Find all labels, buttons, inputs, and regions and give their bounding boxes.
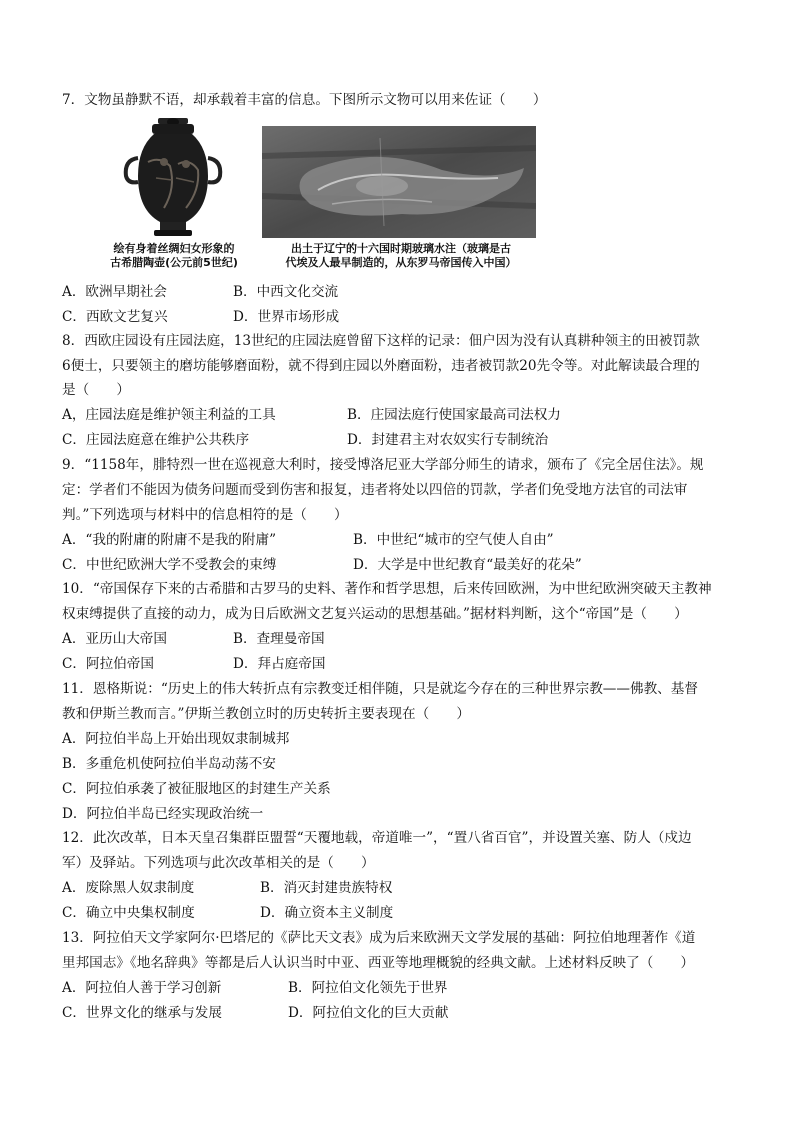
greek-vase-image <box>120 118 226 238</box>
question-10-stem-line: 10．“帝国保存下来的古希腊和古罗马的史料、著作和哲学思想，后来传回欧洲，为中世纪欧洲突破天主教神 <box>62 581 712 597</box>
question-12-stem-line: 军）及驿站。下列选项与此次改革相关的是（ ） <box>62 855 375 871</box>
q10-option-d: D．拜占庭帝国 <box>233 656 326 672</box>
question-8-stem-line: 是（ ） <box>62 382 130 398</box>
q9-option-b: B．中世纪“城市的空气使人自由” <box>353 532 554 548</box>
q13-option-b: B．阿拉伯文化领先于世界 <box>288 980 448 996</box>
q8-option-a: A，庄园法庭是维护领主利益的工具 <box>62 407 276 423</box>
q7-option-d: D．世界市场形成 <box>233 309 340 325</box>
q10-option-b: B．查理曼帝国 <box>233 631 325 647</box>
q8-option-d: D．封建君主对农奴实行专制统治 <box>347 432 549 448</box>
q10-option-c: C．阿拉伯帝国 <box>62 656 154 672</box>
q13-option-a: A．阿拉伯人善于学习创新 <box>62 980 222 996</box>
q9-option-c: C．中世纪欧洲大学不受教会的束缚 <box>62 557 277 573</box>
question-11-stem-line: 11．恩格斯说：“历史上的伟大转折点有宗教变迁相伴随，只是就迄今存在的三种世界宗教——佛教、基督 <box>62 681 698 697</box>
q9-option-d: D．大学是中世纪教育“最美好的花朵” <box>353 557 582 573</box>
q12-option-b: B．消灭封建贵族特权 <box>260 880 393 896</box>
question-9-stem-line: 定：学者们不能因为债务问题而受到伤害和报复，违者将处以四倍的罚款，学者们免受地方法官的司法审 <box>62 482 688 498</box>
q8-option-c: C．庄园法庭意在维护公共秩序 <box>62 432 250 448</box>
q11-option-a: A．阿拉伯半岛上开始出现奴隶制城邦 <box>62 731 290 747</box>
q12-option-c: C．确立中央集权制度 <box>62 905 195 921</box>
q13-option-c: C．世界文化的继承与发展 <box>62 1005 222 1021</box>
question-13-stem-line: 13．阿拉伯天文学家阿尔·巴塔尼的《萨比天文表》成为后来欧洲天文学发展的基础：阿拉伯地理著作《道 <box>62 930 696 946</box>
question-9-stem-line: 9．“1158年，腓特烈一世在巡视意大利时，接受博洛尼亚大学部分师生的请求，颁布了《完全居住法》。规 <box>62 457 704 473</box>
q11-option-d: D．阿拉伯半岛已经实现政治统一 <box>62 806 264 822</box>
question-7-stem: 7．文物虽静默不语，却承载着丰富的信息。下图所示文物可以用来佐证（ ） <box>62 92 547 108</box>
q13-option-d: D．阿拉伯文化的巨大贡献 <box>288 1005 449 1021</box>
q12-option-d: D．确立资本主义制度 <box>260 905 394 921</box>
vessel-caption: 出土于辽宁的十六国时期玻璃水注（玻璃是古 代埃及人最早制造的，从东罗马帝国传入中国） <box>285 242 517 269</box>
question-8-stem-line: 8．西欧庄园设有庄园法庭，13世纪的庄园法庭曾留下这样的记录：佃户因为没有认真耕种领主的田被罚款 <box>62 333 700 349</box>
question-11-stem-line: 教和伊斯兰教而言。”伊斯兰教创立时的历史转折主要表现在（ ） <box>62 706 470 722</box>
question-13-stem-line: 里邦国志》《地名辞典》等都是后人认识当时中亚、西亚等地理概貌的经典文献。上述材料反映了（ ） <box>62 955 695 971</box>
question-12-stem-line: 12．此次改革，日本天皇召集群臣盟誓“天覆地载，帝道唯一”，“置八省百官”，并设置关塞、防人（戍边 <box>62 830 692 846</box>
q11-option-c: C．阿拉伯承袭了被征服地区的封建生产关系 <box>62 781 331 797</box>
glass-water-vessel-photo <box>262 126 536 238</box>
q7-option-b: B．中西文化交流 <box>233 284 339 300</box>
q7-option-c: C．西欧文艺复兴 <box>62 309 168 325</box>
q11-option-b: B．多重危机使阿拉伯半岛动荡不安 <box>62 756 276 772</box>
question-9-stem-line: 判。”下列选项与材料中的信息相符的是（ ） <box>62 507 348 523</box>
question-8-stem-line: 6便士，只要领主的磨坊能够磨面粉，就不得到庄园以外磨面粉，违者被罚款20先令等。对此解读最合理的 <box>62 358 700 374</box>
q7-option-a: A．欧洲早期社会 <box>62 284 167 300</box>
question-10-stem-line: 权束缚提供了直接的动力，成为日后欧洲文艺复兴运动的思想基础。”据材料判断，这个“帝国”是（ ） <box>62 606 688 622</box>
q10-option-a: A．亚历山大帝国 <box>62 631 167 647</box>
q8-option-b: B．庄园法庭行使国家最高司法权力 <box>347 407 561 423</box>
vase-caption: 绘有身着丝绸妇女形象的 古希腊陶壶(公元前5世纪) <box>110 242 238 269</box>
q9-option-a: A．“我的附庸的附庸不是我的附庸” <box>62 532 277 548</box>
q12-option-a: A．废除黑人奴隶制度 <box>62 880 195 896</box>
